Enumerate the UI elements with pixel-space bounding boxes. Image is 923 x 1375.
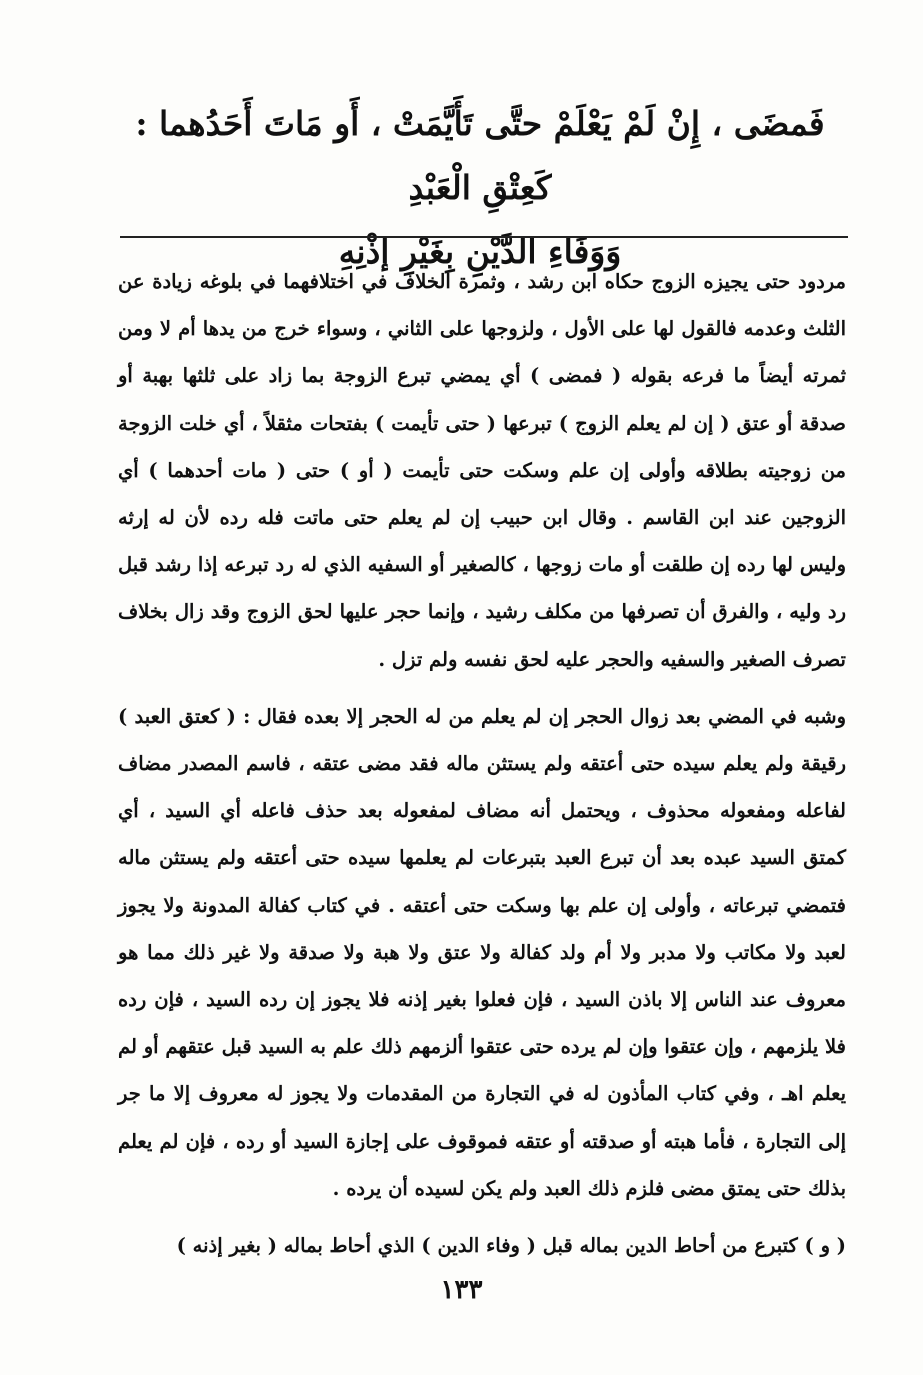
commentary-text <box>118 258 846 1269</box>
paragraph-2: وشبه في المضي بعد زوال الحجر إن لم يعلم من له الحجر إلا بعده فقال : ( كعتق العبد ) رقيقة ولم يعلم سيده حتى أعتقه ولم يستثن ماله فقد مضى عتقه ، فاسم المصدر مضاف لفاعله ومفعوله محذوف ، ويحتمل أنه مضاف لمفعوله بعد حذف فاعله أي السيد ، أي كمتق السيد عبده بعد أن تبرع العبد بتبرعات لم يعلمها سيده حتى أعتقه ولم يستثن ماله فتمضي تبرعاته ، وأولى إن علم بها وسكت حتى أعتقه . في كتاب كفالة المدونة ولا يجوز لعبد ولا مكاتب ولا مدبر ولا أم ولد كفالة ولا عتق ولا هبة ولا صدقة ولا غير ذلك مما هو معروف عند الناس إلا باذن السيد ، فإن فعلوا بغير إذنه فلا يجوز إن رده السيد ، فإن رده فلا يلزمهم ، وإن عتقوا وإن لم يرده حتى عتقوا ألزمهم ذلك علم به السيد قبل عتقهم أو لم يعلم اهـ ، وفي كتاب المأذون له في التجارة من المقدمات ولا يجوز له معروف إلا ما جر إلى التجارة ، فأما هبته أو صدقته أو عتقه فموقوف على إجازة السيد أو رده ، فإن لم يعلم بذلك حتى يمتق مضى فلزم ذلك العبد ولم يكن لسيده أن يرده . <box>118 704 846 1200</box>
paragraph-3: ( و ) كتبرع من أحاط الدين بماله قبل ( وفاء الدين ) الذي أحاط بماله ( بغير إذنه ) <box>176 1234 846 1258</box>
matn-line-2: وَوَفَاءِ الدَّيْنِ بِغَيْرِ إذْنِهِ <box>338 232 622 271</box>
page-number: ١٣٣ <box>440 1275 483 1305</box>
header-divider <box>120 236 848 238</box>
matn-line-1: فَمضَى ، إِنْ لَمْ يَعْلَمْ حتَّى تَأَيَّمَتْ ، أَو مَاتَ أَحَدُهما : كَعِتْقِ الْعَبْدِ <box>135 104 825 207</box>
matn-header <box>130 92 830 284</box>
paragraph-1: مردود حتى يجيزه الزوج حكاه ابن رشد ، وثمرة الخلاف في اختلافهما في بلوغه زيادة عن الثلث وعدمه فالقول لها على الأول ، ولزوجها على الثاني ، وسواء خرج من يدها أم لا ومن ثمرته أيضاً ما فرعه بقوله ( فمضى ) أي يمضي تبرع الزوجة بما زاد على ثلثها بهبة أو صدقة أو عتق ( إن لم يعلم الزوج ) تبرعها ( حتى تأيمت ) بفتحات مثقلاً ، أي خلت الزوجة من زوجيته بطلاقه وأولى إن علم وسكت حتى تأيمت ( أو ) حتى ( مات أحدهما ) أي الزوجين عند ابن القاسم . وقال ابن حبيب إن لم يعلم حتى ماتت فله رده لأن له إرثه وليس لها رده إن طلقت أو مات زوجها ، كالصغير أو السفيه الذي له رد تبرعه إذا رشد قبل رد وليه ، والفرق أن تصرفها من مكلف رشيد ، وإنما حجر عليها لحق الزوج وقد زال بخلاف تصرف الصغير والسفيه والحجر عليه لحق نفسه ولم تزل . <box>118 270 846 671</box>
